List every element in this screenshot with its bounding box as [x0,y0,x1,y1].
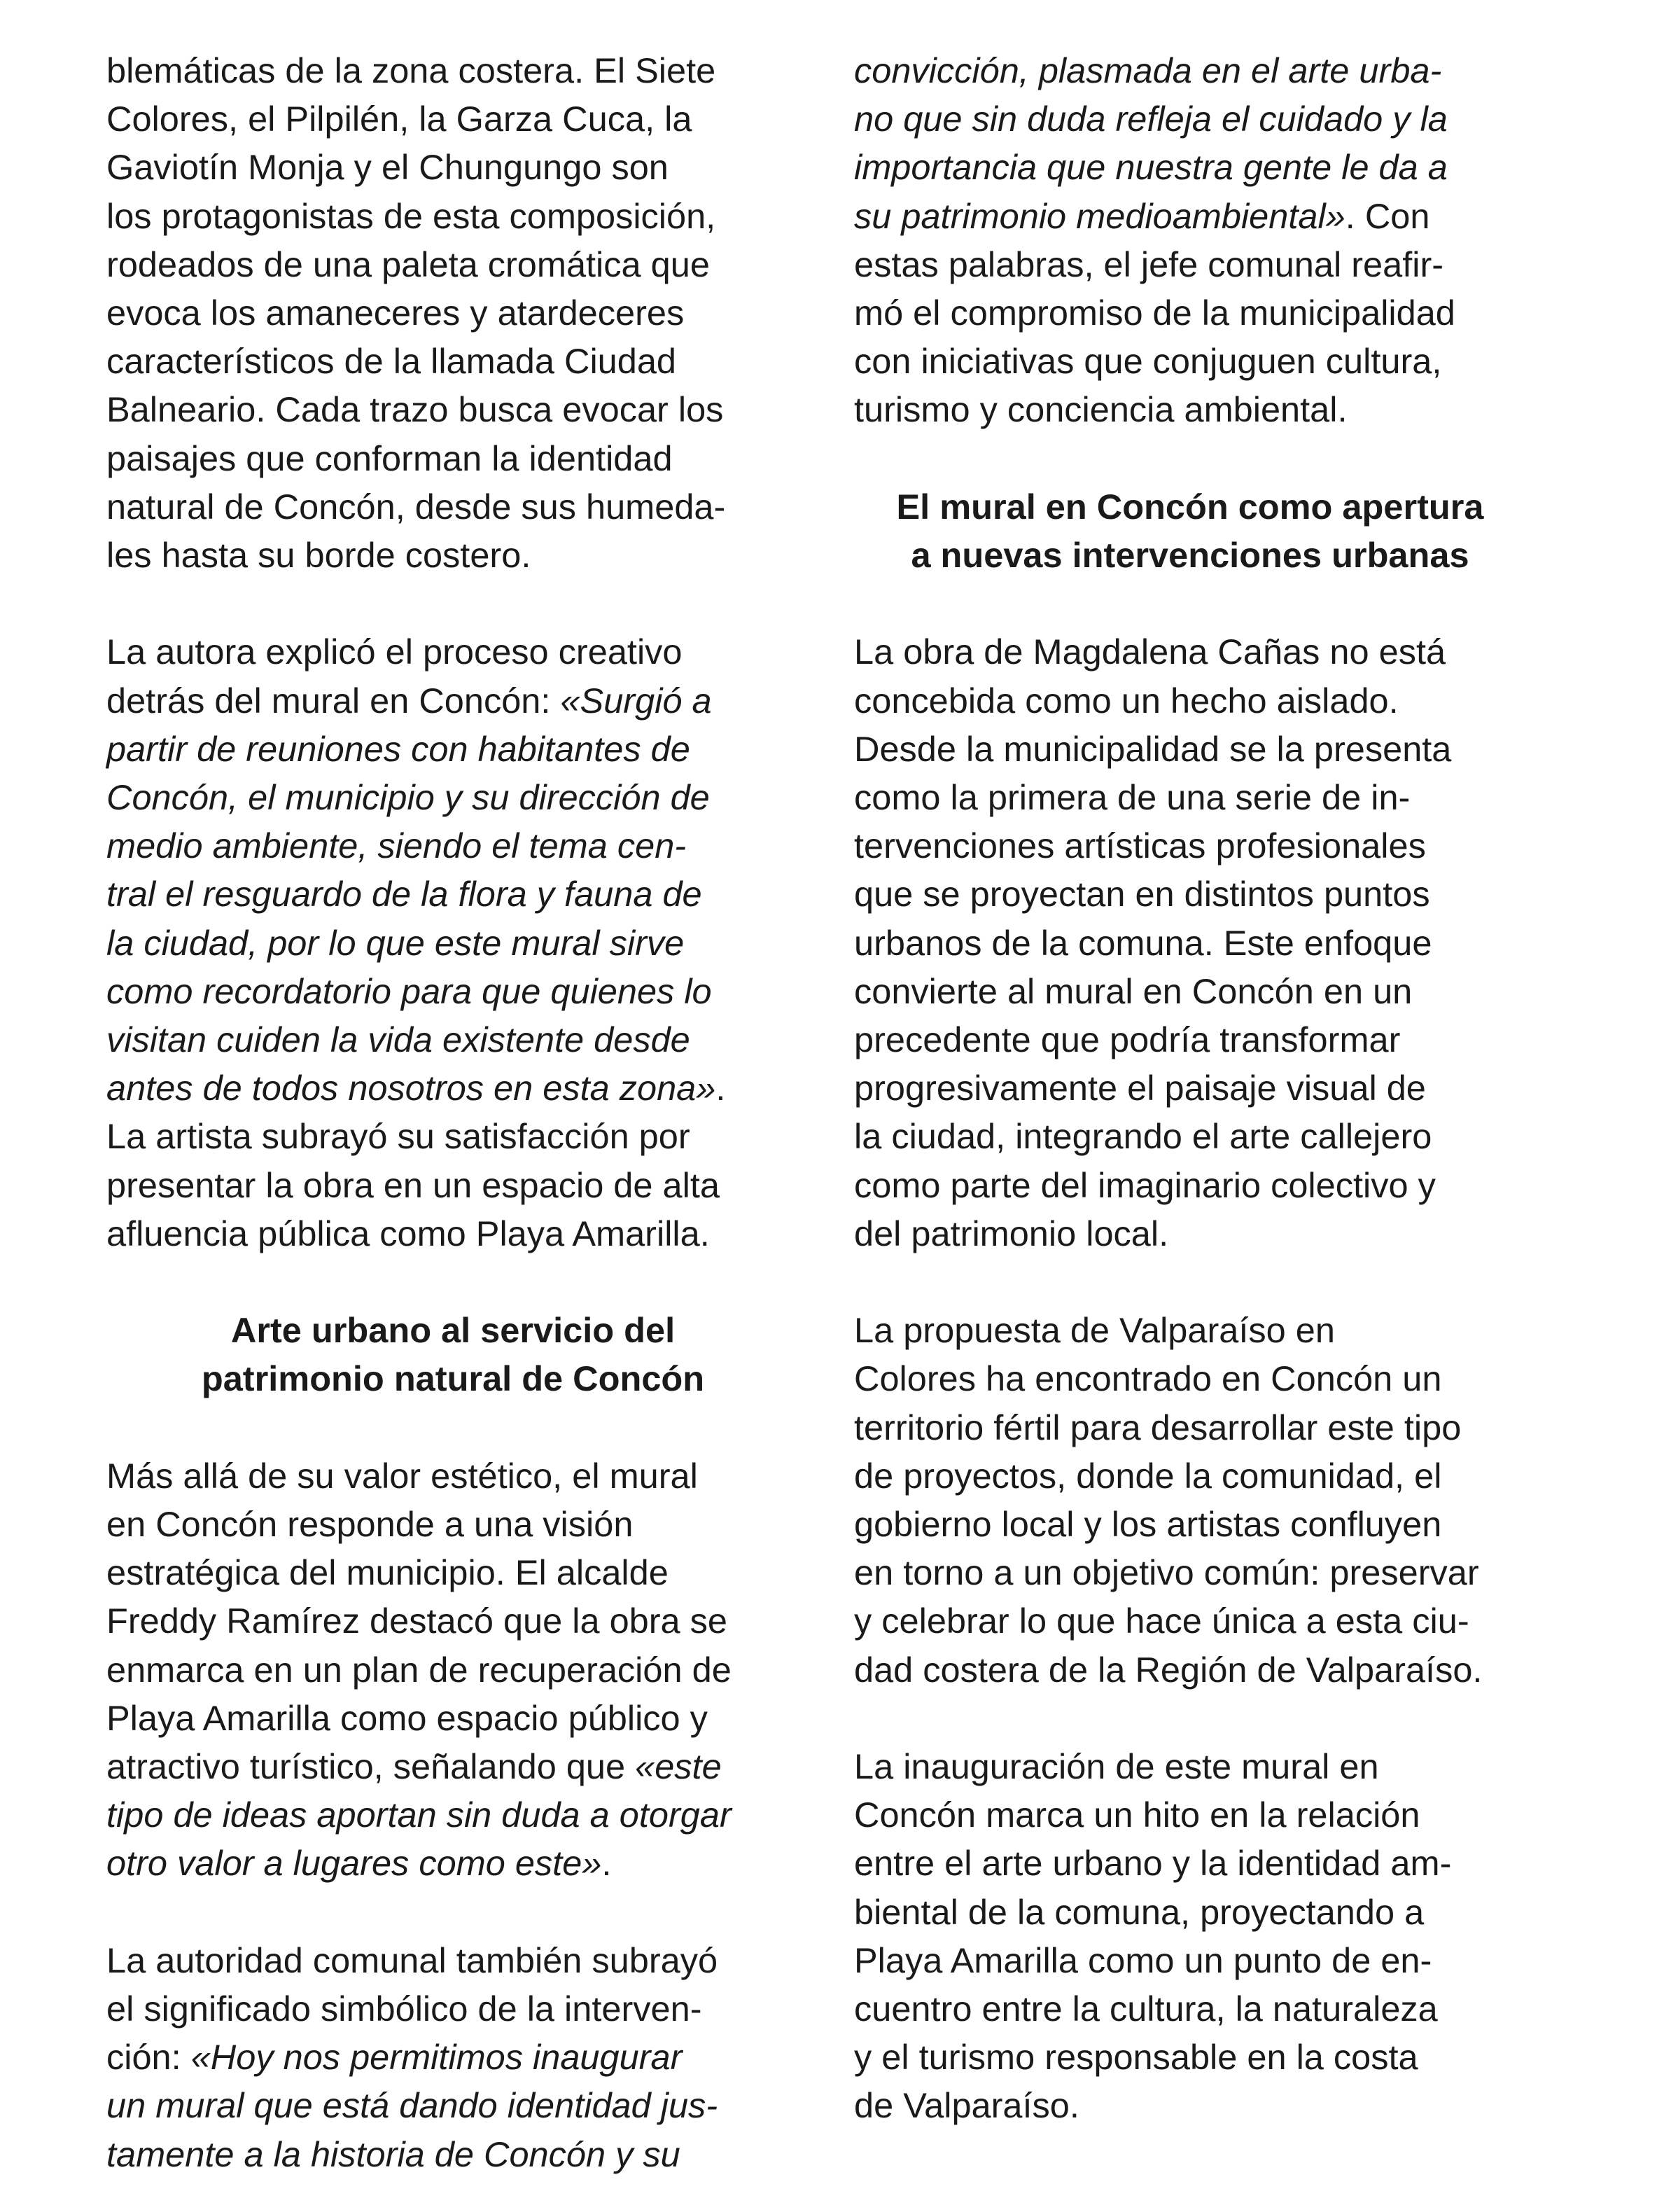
text-line: Colores ha encontrado en Concón un [854,1358,1442,1399]
text-segment: ción: [106,2037,191,2078]
text-line: Desde la municipalidad se la presenta [854,728,1452,769]
text-line: presentar la obra en un espacio de alta [106,1164,720,1205]
text-line: convierte al mural en Concón en un [854,971,1413,1011]
quote-line: no que sin duda refleja el cuidado y la [854,99,1448,139]
quote-segment: «Surgió a [560,680,712,721]
text-line: La propuesta de Valparaíso en [854,1310,1335,1351]
quote-line: importancia que nuestra gente le da a [854,147,1448,188]
text-line: estratégica del municipio. El alcalde [106,1552,669,1593]
text-line: natural de Concón, desde sus humeda- [106,486,726,527]
quote-segment: antes de todos nosotros en esta zona» [106,1068,716,1108]
text-line: los protagonistas de esta composición, [106,195,716,236]
text-segment: . Con [1345,195,1430,236]
heading-line: Arte urbano al servicio del [230,1310,676,1351]
quote-segment: «Hoy nos permitimos inaugurar [190,2037,683,2078]
text-line: Colores, el Pilpilén, la Garza Cuca, la [106,99,692,139]
section-heading-new-interventions [854,482,1547,579]
text-line: La obra de Magdalena Cañas no está [854,632,1446,672]
quote-line: partir de reuniones con habitantes de [106,728,690,769]
quote-segment: otro valor a lugares como este» [106,1843,602,1884]
text-line: cuentro entre la cultura, la naturaleza [854,1989,1438,2029]
paragraph-inauguration-milestone [854,1742,1547,2130]
quote-line: Concón, el municipio y su dirección de [106,777,710,818]
heading-line: El mural en Concón como apertura [896,486,1484,527]
text-line: urbanos de la comuna. Este enfoque [854,922,1432,963]
paragraph-gap [106,579,806,627]
text-line [854,192,1547,240]
text-line: precedente que podría transformar [854,1020,1401,1060]
text-line [106,1742,806,1790]
text-line: les hasta su borde costero. [106,535,531,576]
text-line: Concón marca un hito en la relación [854,1795,1420,1835]
text-line: y celebrar lo que hace única a esta ciu- [854,1601,1469,1641]
text-line: La artista subrayó su satisfacción por [106,1116,690,1157]
quote-line: visitan cuiden la vida existente desde [106,1020,690,1060]
text-line [106,676,806,725]
quote-line: como recordatorio para que quienes lo [106,971,712,1011]
paragraph-authority-symbolic [106,1936,806,2178]
paragraph-mural-birds [106,46,806,579]
text-line: en Concón responde a una visión [106,1504,634,1545]
paragraph-gap [854,434,1547,482]
text-segment: . [715,1068,726,1108]
text-line: el significado simbólico de la interven- [106,1989,702,2029]
text-line: gobierno local y los artistas confluyen [854,1504,1442,1545]
paragraph-gap [106,1888,806,1936]
paragraph-gap [854,579,1547,627]
quote-line: tipo de ideas aportan sin duda a otorgar [106,1795,732,1835]
heading-line: a nuevas intervenciones urbanas [911,535,1469,576]
text-line: La autora explicó el proceso creativo [106,632,683,672]
text-line: la ciudad, integrando el arte callejero [854,1116,1432,1157]
paragraph-gap [106,1403,806,1452]
quote-segment: su patrimonio medioambiental» [854,195,1345,236]
left-column [106,46,806,2178]
quote-line: tral el resguardo de la flora y fauna de [106,874,702,914]
text-line: mó el compromiso de la municipalidad [854,293,1455,333]
text-segment: . [601,1843,612,1884]
paragraph-gap [106,1258,806,1306]
text-line: blemáticas de la zona costera. El Siete [106,50,716,90]
text-line [106,1064,806,1112]
text-line: entre el arte urbano y la identidad am- [854,1843,1452,1884]
text-line: de proyectos, donde la comunidad, el [854,1455,1442,1496]
paragraph-mayor-vision [106,1452,806,1888]
text-line: de Valparaíso. [854,2085,1079,2126]
text-line [106,1839,806,1887]
text-line: La inauguración de este mural en [854,1746,1379,1787]
text-line [106,2033,806,2081]
text-line: como la primera de una serie de in- [854,777,1411,818]
quote-line: la ciudad, por lo que este mural sirve [106,922,685,963]
text-line: afluencia pública como Playa Amarilla. [106,1213,710,1253]
text-line: en torno a un objetivo común: preservar [854,1552,1479,1593]
text-line: biental de la comuna, proyectando a [854,1891,1425,1932]
text-line: turismo y conciencia ambiental. [854,389,1348,430]
quote-segment: «este [635,1746,722,1787]
text-line: Gaviotín Monja y el Chungungo son [106,147,669,188]
text-line: Freddy Ramírez destacó que la obra se [106,1601,728,1641]
text-line: que se proyectan en distintos puntos [854,874,1430,914]
paragraph-series-of-interventions [854,627,1547,1258]
text-line: tervenciones artísticas profesionales [854,826,1426,866]
text-line: y el turismo responsable en la costa [854,2037,1418,2078]
text-line: Playa Amarilla como espacio público y [106,1697,708,1738]
quote-line: un mural que está dando identidad jus- [106,2085,718,2126]
text-line: territorio fértil para desarrollar este tipo [854,1407,1462,1447]
quote-line: convicción, plasmada en el arte urba- [854,50,1442,90]
text-line: con iniciativas que conjuguen cultura, [854,341,1442,382]
paragraph-gap [854,1694,1547,1742]
text-line: rodeados de una paleta cromática que [106,244,710,284]
paragraph-author-quote [106,627,806,1258]
text-line: del patrimonio local. [854,1213,1169,1253]
text-line: progresivamente el paisaje visual de [854,1068,1426,1108]
paragraph-valparaiso-colores [854,1306,1547,1694]
text-line: evoca los amaneceres y atardeceres [106,293,685,333]
text-line: paisajes que conforman la identidad [106,438,673,478]
right-column [854,46,1547,2130]
text-line: Más allá de su valor estético, el mural [106,1455,698,1496]
paragraph-gap [854,1258,1547,1306]
text-segment: detrás del mural en Concón: [106,680,561,721]
text-line: Playa Amarilla como un punto de en- [854,1940,1432,1980]
section-heading-urban-art [106,1306,806,1403]
heading-line: patrimonio natural de Concón [201,1358,705,1399]
text-segment: atractivo turístico, señalando que [106,1746,636,1787]
paragraph-conviction-quote [854,46,1547,434]
text-line: característicos de la llamada Ciudad [106,341,677,382]
text-line: como parte del imaginario colectivo y [854,1164,1436,1205]
text-line: La autoridad comunal también subrayó [106,1940,718,1980]
quote-line: medio ambiente, siendo el tema cen- [106,826,687,866]
quote-line: tamente a la historia de Concón y su [106,2134,680,2174]
text-line: concebida como un hecho aislado. [854,680,1399,721]
text-line: Balneario. Cada trazo busca evocar los [106,389,724,430]
text-line: dad costera de la Región de Valparaíso. [854,1649,1483,1690]
text-line: enmarca en un plan de recuperación de [106,1649,732,1690]
text-line: estas palabras, el jefe comunal reafir- [854,244,1444,284]
